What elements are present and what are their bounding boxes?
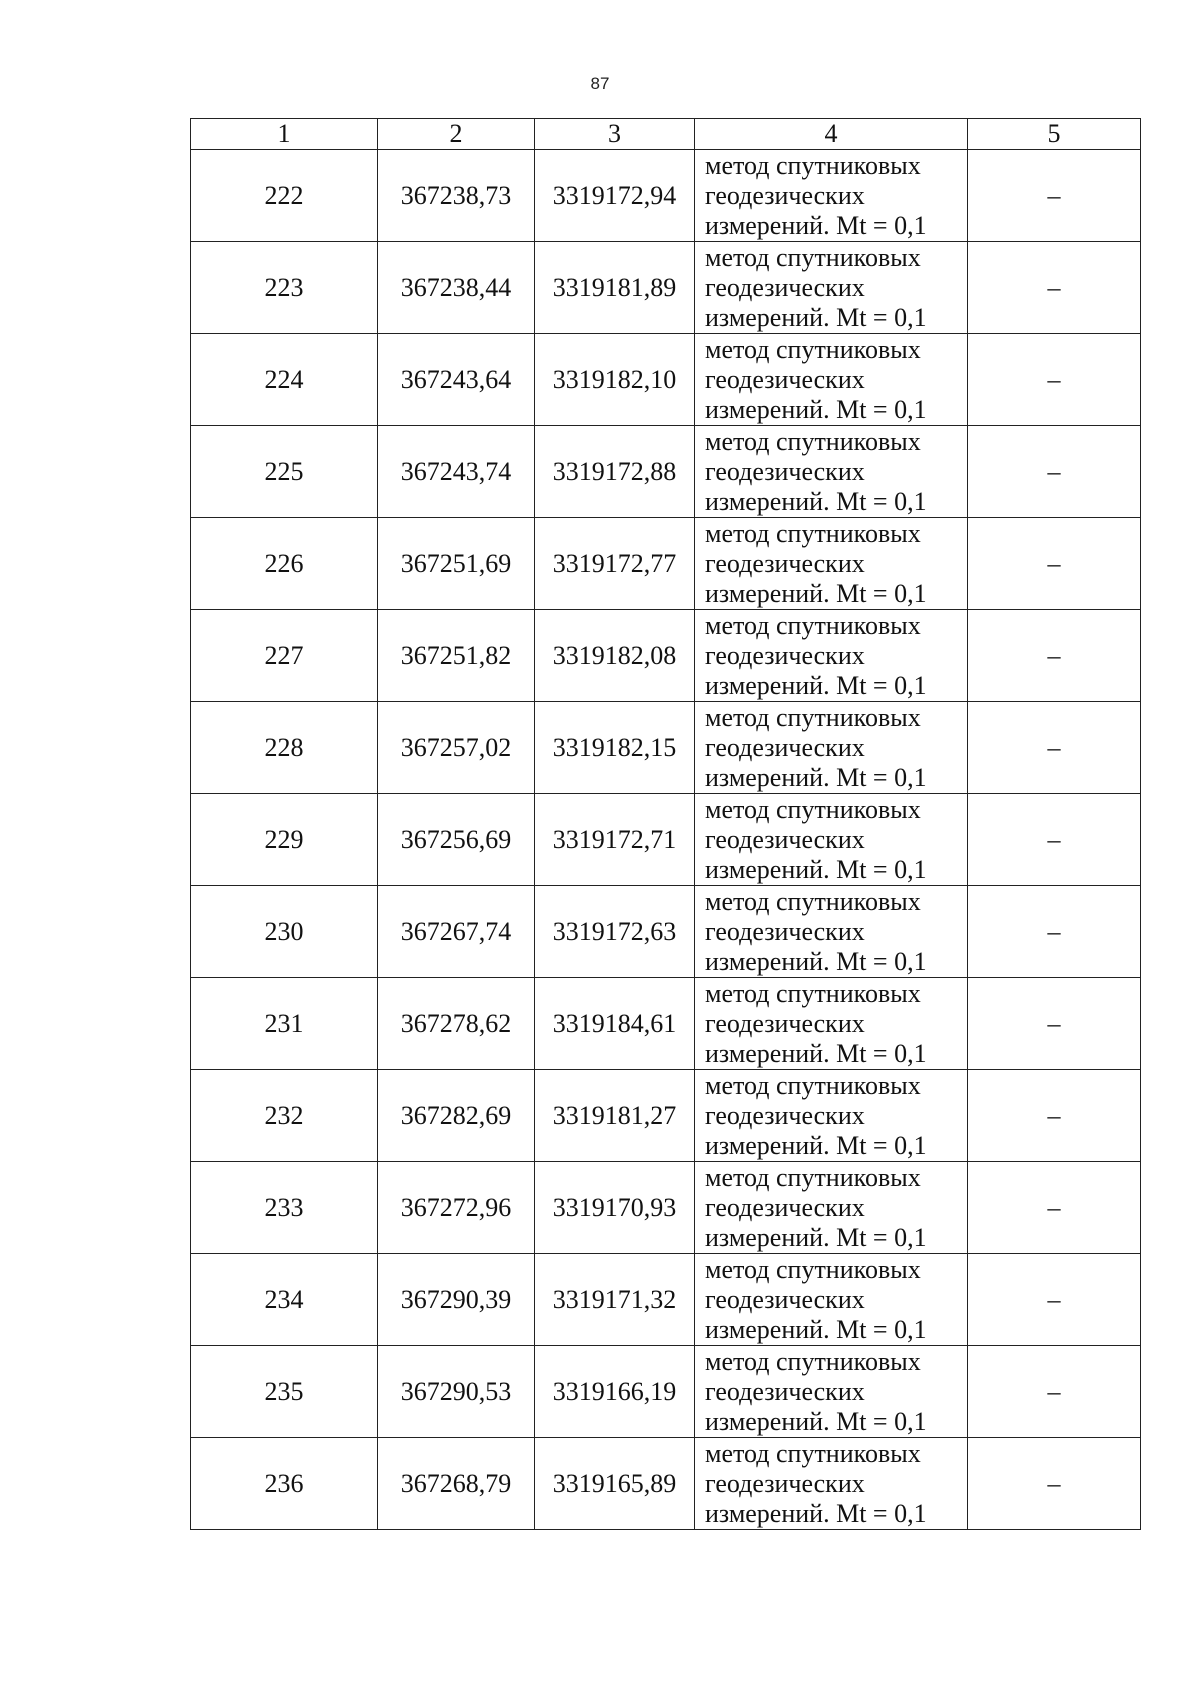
method-line: измерений. Mt = 0,1 <box>705 302 927 332</box>
method-line: геодезических <box>705 1468 865 1498</box>
table-row <box>191 702 1141 794</box>
note-cell: – <box>968 242 1141 334</box>
note-cell: – <box>968 1162 1141 1254</box>
table-body <box>191 150 1141 1530</box>
method-line: геодезических <box>705 456 865 486</box>
point-number-cell: 225 <box>191 426 378 518</box>
column-header-5: 5 <box>968 119 1141 150</box>
y-coordinate-cell: 3319165,89 <box>535 1438 695 1530</box>
method-line: метод спутниковых <box>705 610 921 640</box>
note-cell: – <box>968 1070 1141 1162</box>
point-number-cell: 227 <box>191 610 378 702</box>
point-number-cell: 231 <box>191 978 378 1070</box>
point-number-cell: 223 <box>191 242 378 334</box>
method-cell <box>695 1346 968 1438</box>
table-row <box>191 610 1141 702</box>
method-line: геодезических <box>705 1284 865 1314</box>
x-coordinate-cell: 367238,73 <box>378 150 535 242</box>
method-line: геодезических <box>705 1100 865 1130</box>
method-line: геодезических <box>705 916 865 946</box>
column-header-3: 3 <box>535 119 695 150</box>
method-line: геодезических <box>705 364 865 394</box>
y-coordinate-cell: 3319181,27 <box>535 1070 695 1162</box>
point-number-cell: 232 <box>191 1070 378 1162</box>
method-line: метод спутниковых <box>705 150 921 180</box>
y-coordinate-cell: 3319181,89 <box>535 242 695 334</box>
note-cell: – <box>968 1254 1141 1346</box>
method-line: измерений. Mt = 0,1 <box>705 210 927 240</box>
method-cell <box>695 610 968 702</box>
coordinates-table <box>190 118 1141 1530</box>
method-line: метод спутниковых <box>705 1162 921 1192</box>
method-line: измерений. Mt = 0,1 <box>705 762 927 792</box>
point-number-cell: 234 <box>191 1254 378 1346</box>
note-cell: – <box>968 426 1141 518</box>
table-row <box>191 978 1141 1070</box>
note-cell: – <box>968 1346 1141 1438</box>
point-number-cell: 228 <box>191 702 378 794</box>
y-coordinate-cell: 3319170,93 <box>535 1162 695 1254</box>
point-number-cell: 229 <box>191 794 378 886</box>
x-coordinate-cell: 367278,62 <box>378 978 535 1070</box>
point-number-cell: 235 <box>191 1346 378 1438</box>
point-number-cell: 230 <box>191 886 378 978</box>
x-coordinate-cell: 367257,02 <box>378 702 535 794</box>
method-line: измерений. Mt = 0,1 <box>705 1498 927 1528</box>
x-coordinate-cell: 367290,39 <box>378 1254 535 1346</box>
method-line: метод спутниковых <box>705 702 921 732</box>
method-line: измерений. Mt = 0,1 <box>705 1222 927 1252</box>
x-coordinate-cell: 367268,79 <box>378 1438 535 1530</box>
y-coordinate-cell: 3319172,77 <box>535 518 695 610</box>
method-line: геодезических <box>705 824 865 854</box>
note-cell: – <box>968 702 1141 794</box>
method-line: измерений. Mt = 0,1 <box>705 1038 927 1068</box>
point-number-cell: 222 <box>191 150 378 242</box>
note-cell: – <box>968 886 1141 978</box>
y-coordinate-cell: 3319182,08 <box>535 610 695 702</box>
y-coordinate-cell: 3319172,63 <box>535 886 695 978</box>
method-cell <box>695 518 968 610</box>
method-line: измерений. Mt = 0,1 <box>705 854 927 884</box>
x-coordinate-cell: 367243,74 <box>378 426 535 518</box>
point-number-cell: 233 <box>191 1162 378 1254</box>
table-row <box>191 1254 1141 1346</box>
method-cell <box>695 978 968 1070</box>
method-line: метод спутниковых <box>705 978 921 1008</box>
method-line: измерений. Mt = 0,1 <box>705 1406 927 1436</box>
point-number-cell: 224 <box>191 334 378 426</box>
y-coordinate-cell: 3319166,19 <box>535 1346 695 1438</box>
table-row <box>191 150 1141 242</box>
method-line: измерений. Mt = 0,1 <box>705 946 927 976</box>
y-coordinate-cell: 3319182,10 <box>535 334 695 426</box>
y-coordinate-cell: 3319172,94 <box>535 150 695 242</box>
method-cell <box>695 1162 968 1254</box>
method-line: метод спутниковых <box>705 518 921 548</box>
table-row <box>191 1346 1141 1438</box>
x-coordinate-cell: 367243,64 <box>378 334 535 426</box>
method-cell <box>695 1070 968 1162</box>
point-number-cell: 226 <box>191 518 378 610</box>
column-header-2: 2 <box>378 119 535 150</box>
method-line: геодезических <box>705 640 865 670</box>
method-line: измерений. Mt = 0,1 <box>705 1314 927 1344</box>
method-line: метод спутниковых <box>705 1438 921 1468</box>
x-coordinate-cell: 367290,53 <box>378 1346 535 1438</box>
note-cell: – <box>968 610 1141 702</box>
method-cell <box>695 334 968 426</box>
note-cell: – <box>968 334 1141 426</box>
x-coordinate-cell: 367282,69 <box>378 1070 535 1162</box>
table-header-row <box>191 119 1141 150</box>
x-coordinate-cell: 367267,74 <box>378 886 535 978</box>
table-row <box>191 1438 1141 1530</box>
method-line: измерений. Mt = 0,1 <box>705 578 927 608</box>
method-line: геодезических <box>705 272 865 302</box>
x-coordinate-cell: 367251,69 <box>378 518 535 610</box>
method-cell <box>695 794 968 886</box>
method-line: измерений. Mt = 0,1 <box>705 670 927 700</box>
method-line: метод спутниковых <box>705 426 921 456</box>
y-coordinate-cell: 3319172,88 <box>535 426 695 518</box>
table-row <box>191 794 1141 886</box>
x-coordinate-cell: 367256,69 <box>378 794 535 886</box>
note-cell: – <box>968 978 1141 1070</box>
y-coordinate-cell: 3319171,32 <box>535 1254 695 1346</box>
method-line: геодезических <box>705 732 865 762</box>
table-row <box>191 1070 1141 1162</box>
table-row <box>191 426 1141 518</box>
method-line: геодезических <box>705 1376 865 1406</box>
method-cell <box>695 702 968 794</box>
table-row <box>191 1162 1141 1254</box>
y-coordinate-cell: 3319184,61 <box>535 978 695 1070</box>
table-row <box>191 518 1141 610</box>
column-header-4: 4 <box>695 119 968 150</box>
method-line: метод спутниковых <box>705 886 921 916</box>
method-line: геодезических <box>705 548 865 578</box>
method-cell <box>695 1438 968 1530</box>
x-coordinate-cell: 367238,44 <box>378 242 535 334</box>
method-cell <box>695 1254 968 1346</box>
method-line: метод спутниковых <box>705 1070 921 1100</box>
note-cell: – <box>968 1438 1141 1530</box>
x-coordinate-cell: 367251,82 <box>378 610 535 702</box>
method-line: метод спутниковых <box>705 1254 921 1284</box>
method-cell <box>695 242 968 334</box>
method-cell <box>695 886 968 978</box>
y-coordinate-cell: 3319182,15 <box>535 702 695 794</box>
column-header-1: 1 <box>191 119 378 150</box>
note-cell: – <box>968 150 1141 242</box>
point-number-cell: 236 <box>191 1438 378 1530</box>
table-row <box>191 242 1141 334</box>
note-cell: – <box>968 794 1141 886</box>
method-line: метод спутниковых <box>705 1346 921 1376</box>
method-line: метод спутниковых <box>705 334 921 364</box>
method-line: измерений. Mt = 0,1 <box>705 394 927 424</box>
method-line: геодезических <box>705 1008 865 1038</box>
page-number: 87 <box>590 74 610 93</box>
method-line: метод спутниковых <box>705 794 921 824</box>
method-line: измерений. Mt = 0,1 <box>705 486 927 516</box>
method-line: измерений. Mt = 0,1 <box>705 1130 927 1160</box>
table-row <box>191 886 1141 978</box>
x-coordinate-cell: 367272,96 <box>378 1162 535 1254</box>
y-coordinate-cell: 3319172,71 <box>535 794 695 886</box>
table-row <box>191 334 1141 426</box>
method-line: геодезических <box>705 1192 865 1222</box>
method-line: геодезических <box>705 180 865 210</box>
method-line: метод спутниковых <box>705 242 921 272</box>
note-cell: – <box>968 518 1141 610</box>
method-cell <box>695 150 968 242</box>
method-cell <box>695 426 968 518</box>
